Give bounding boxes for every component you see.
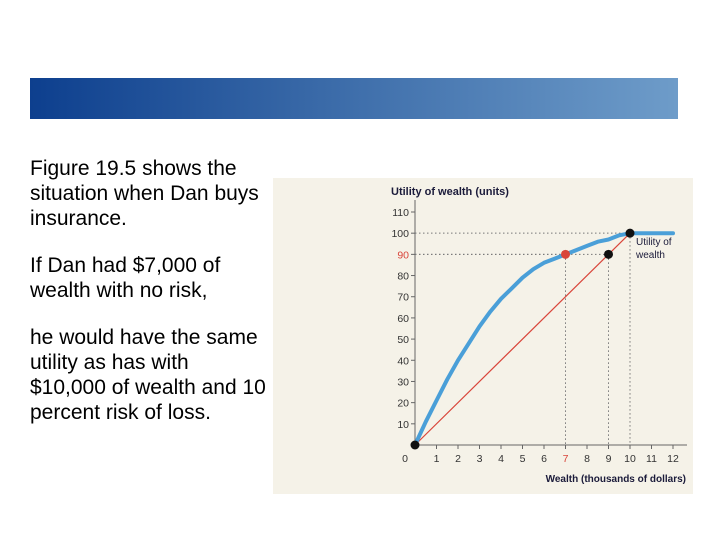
paragraph-2: If Dan had $7,000 of wealth with no risk, xyxy=(30,254,221,302)
x-tick-label: 4 xyxy=(498,453,504,465)
x-tick-label: 2 xyxy=(455,453,461,465)
paragraph-3: he would have the same utility as has with $10,000 of wealth and 10 percent risk of loss. xyxy=(30,326,266,424)
y-tick-label: 20 xyxy=(397,397,409,410)
x-tick-label: 8 xyxy=(584,453,590,465)
y-tick-label: 80 xyxy=(397,270,409,283)
data-point xyxy=(411,441,420,450)
title-banner xyxy=(30,78,678,119)
x-tick-label: 5 xyxy=(519,453,526,465)
x-tick-label: 7 xyxy=(562,453,569,465)
y-tick-label: 40 xyxy=(397,355,409,368)
expected-utility-line xyxy=(415,233,630,445)
y-tick-label: 70 xyxy=(397,291,409,304)
x-tick-label: 10 xyxy=(624,453,636,465)
y-tick-label: 10 xyxy=(397,418,409,431)
y-tick-label: 30 xyxy=(397,376,409,389)
y-tick-label: 110 xyxy=(392,207,409,219)
data-point xyxy=(604,250,613,259)
paragraph-1: Figure 19.5 shows the situation when Dan buys insurance. xyxy=(30,157,259,230)
utility-curve xyxy=(415,233,673,445)
x-tick-label: 0 xyxy=(402,453,408,465)
x-tick-label: 1 xyxy=(433,453,440,465)
data-point xyxy=(561,250,570,259)
y-tick-label: 100 xyxy=(391,228,409,241)
x-tick-label: 6 xyxy=(541,453,547,465)
x-tick-label: 12 xyxy=(667,453,679,465)
y-tick-label: 60 xyxy=(397,312,409,325)
utility-chart xyxy=(273,178,693,494)
x-tick-label: 9 xyxy=(605,453,612,465)
x-tick-label: 3 xyxy=(476,453,483,465)
data-point xyxy=(626,229,635,238)
curve-label-line-2: wealth xyxy=(636,250,665,261)
slide-text xyxy=(30,156,270,447)
x-tick-label: 11 xyxy=(646,453,657,465)
y-tick-label: 90 xyxy=(397,249,409,262)
y-tick-label: 50 xyxy=(397,334,409,347)
chart-panel xyxy=(273,178,693,494)
y-axis-title: Utility of wealth (units) xyxy=(391,186,509,198)
x-axis-title: Wealth (thousands of dollars) xyxy=(545,474,686,485)
curve-label-line-1: Utility of xyxy=(636,237,672,248)
